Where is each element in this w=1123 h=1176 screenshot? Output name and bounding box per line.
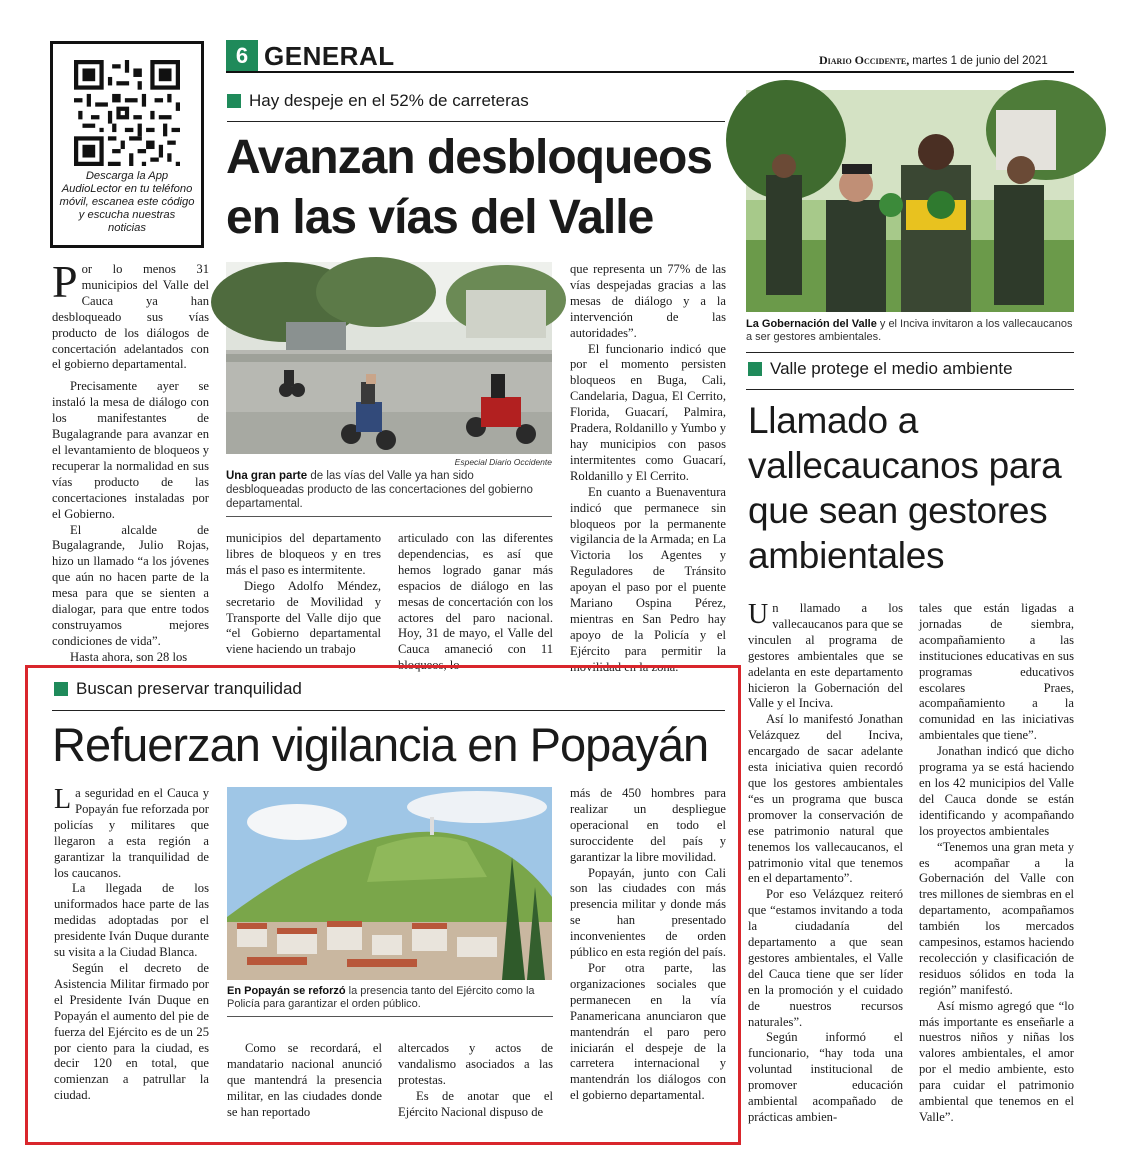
article2-headline-line3: que sean gestores [748, 490, 1048, 531]
article1-col4-p1: que representa un 77% de las vías despejadas gracias a las mesas de diálogo y a la intervención de las autoridades”. [570, 262, 726, 340]
article2-headline [748, 398, 1061, 578]
article3-col4-p3: Por otra parte, las organizaciones sociales que permanecen en la vía Panamericana anunciaron que mantendrán el paro pero iniciarán el despeje de la carretera internacional y mantendrán los diálogos con el gobierno departamental. [570, 960, 726, 1103]
dropcap: P [52, 256, 78, 307]
article3-col1-p2: La llegada de los uniformados hace parte de las medidas adoptadas por el presidente Iván Duque durante su visita a la Ciudad Blanca. [54, 881, 209, 960]
article2-col1-p1-text: n llamado a los vallecaucanos para que se vinculen al programa de gestores ambientales que se adelanta en este departamento hicieron la Gobernación del Valle y el Inciva. [748, 601, 903, 711]
article3-photo [227, 787, 552, 980]
article2-col1-p1 [748, 601, 903, 712]
article2-kicker-rule [746, 389, 1074, 390]
kicker-square-icon [54, 682, 68, 696]
article3-col3-p1: altercados y actos de vandalismo asociados a las protestas. [398, 1041, 553, 1087]
article1-col1-p3: El alcalde de Bugalagrande, Julio Rojas, hizo un llamado “a los jóvenes que aún no hacen parte de la mesa para que se sienten a dialogar, para que entre todos construyamos mejores condiciones de vida”. [52, 522, 209, 648]
article2-headline-line2: vallecaucanos para [748, 445, 1062, 486]
dropcap: L [54, 784, 72, 815]
article1-col1-p2: Precisamente ayer se instaló la mesa de diálogo con los manifestantes de Bugalagrande para avanzar en el levantamiento de bloqueos y recuperar la normalidad en sus vías producto de las concertaciones instaladas por el Gobierno. [52, 379, 209, 521]
article2-col2-p1: tales que están ligadas a jornadas de siembra, acompañamiento a las instituciones educativas en sus programas educativos escolares Praes, acompañamiento a la comunidad en las iniciativas ambientales que tiene”. [919, 601, 1074, 743]
article1-col4 [570, 262, 726, 674]
article3-col4-p2: Popayán, junto con Cali son las ciudades con más presencia militar y donde más se han presentado inconvenientes de orden público en esta región del país. [570, 865, 726, 960]
article2-col1 [748, 601, 903, 1129]
article2-kicker-text: Valle protege el medio ambiente [770, 359, 1013, 378]
article1-photo-credit: Especial Diario Occidente [454, 457, 552, 467]
paper-name [819, 53, 1048, 68]
article1-col3 [398, 531, 553, 673]
article2-col1-p4: Según informó el funcionario, “hay toda una voluntad institucional de promover educación ambiental acompañado de prácticas ambien- [748, 1030, 903, 1124]
road-scene-image [226, 262, 552, 454]
article1-headline [226, 128, 712, 248]
article1-kicker-rule [227, 121, 725, 122]
article2-col2-p3: “Tenemos una gran meta y es acompañar a la Gobernación del Valle con tres millones de siembras en el departamento, acompañamos también los mercados campesinos, estamos haciendo recolección y clasificación de residuos sólidos en toda la región” manifestó. [919, 839, 1074, 997]
article1-col4-p3: En cuanto a Buenaventura indicó que permanece sin bloqueos por la permanente vigilancia de la Armada; en La Victoria los Agentes y Reguladores de Tránsito apoyan el paso por el puente Mariano Ospina Pérez, mientras en San Pedro hay apoyo de la Policía y el Ejército para permitir la movilidad en la zona. [570, 484, 726, 674]
article2-caption-lead: La Gobernación del Valle [746, 318, 877, 330]
article3-caption [227, 985, 555, 1011]
article1-col1-p1 [52, 256, 209, 373]
article2-col2 [919, 601, 1074, 1129]
article1-caption-rest: de las vías del Valle ya han sido desbloqueadas producto de las concertaciones del gobierno departamental. [226, 470, 533, 510]
article1-caption [226, 469, 552, 511]
article1-col1-p4: Hasta ahora, son 28 los [70, 649, 188, 664]
article2-headline-line1: Llamado a [748, 400, 919, 441]
header-date: martes 1 de junio del 2021 [912, 55, 1048, 67]
kicker-square-icon [748, 362, 762, 376]
article2-col1-p3: Por eso Velázquez reiteró que “estamos invitando a toda la ciudadanía del departamento a que sean gestores ambientales, el Valle del Cauca tiene que ser líder en la promoción y el cuidado de nuestros recursos naturales”. [748, 887, 903, 1029]
article1-photo [226, 262, 552, 454]
qr-code-icon [74, 60, 180, 166]
article1-kicker [227, 91, 529, 111]
popayan-hill-image [227, 787, 552, 980]
article3-kicker-rule [52, 710, 725, 711]
article3-col4 [570, 786, 726, 1128]
article2-col2-p2: Jonathan indicó que dicho programa ya se está haciendo en los 42 municipios del Valle del Cauca donde se están identificando y acompañando los proyectos ambientales [919, 744, 1074, 838]
article3-col4-p1: más de 450 hombres para realizar un despliegue operacional en todo el suroccidente del país y garantizar la libre movilidad. [570, 786, 726, 864]
article3-col1-p3: Según el decreto de Asistencia Militar firmado por el Presidente Iván Duque en Popayán el aumento del pie de fuerza del Ejército es de un 25 por ciento para la ciudad, es decir 120 en total, que comienzan a patrullar la ciudad. [54, 960, 209, 1103]
article1-col1 [52, 256, 209, 666]
article3-col1 [54, 786, 209, 1128]
article2-top-rule [746, 352, 1074, 353]
article1-kicker-text: Hay despeje en el 52% de carreteras [249, 91, 529, 110]
article3-kicker [54, 679, 302, 699]
qr-caption: Descarga la App AudioLector en tu teléfono móvil, escanea este código y escucha nuestras noticias [59, 170, 195, 234]
article1-headline-line1: Avanzan desbloqueos [226, 131, 712, 184]
article1-col3-p1: articulado con las diferentes dependencias, es así que hemos logrado ganar más espacios de diálogo en las mesas de concertación con los actores del paro nacional. Hoy, 31 de mayo, el Valle del Cauca amaneció con 11 bloqueos, lo [398, 531, 553, 673]
article2-headline-line4: ambientales [748, 535, 945, 576]
article2-photo [746, 90, 1074, 312]
article1-headline-line2: en las vías del Valle [226, 191, 654, 244]
header-rule [226, 71, 1074, 73]
article3-col3-p2: Es de anotar que el Ejército Nacional dispuso de [398, 1088, 553, 1119]
article3-kicker-text: Buscan preservar tranquilidad [76, 679, 302, 698]
article3-col3 [398, 1041, 553, 1129]
article3-caption-rule [227, 1016, 553, 1017]
article1-col2-p1: municipios del departamento libres de bloqueos y en tres más el paso es intermitente. [226, 531, 381, 577]
article3-col2 [227, 1041, 382, 1129]
article2-caption-rest: y el Inciva invitaron a los vallecaucanos a ser gestores ambientales. [746, 318, 1073, 343]
article3-col1-p1 [54, 786, 209, 881]
article3-col2-p1: Como se recordará, el mandatario nacional anunció que mantendrá la presencia militar, en las ciudades donde se han reportado [227, 1041, 382, 1119]
article3-headline: Refuerzan vigilancia en Popayán [52, 718, 709, 771]
article1-caption-rule [226, 516, 552, 517]
article3-caption-rest: la presencia tanto del Ejército como la Policía para garantizar el orden público. [227, 985, 535, 1010]
article1-col1-p1-text: or lo menos 31 municipios del Valle del Cauca ya han desbloqueado sus vías producto de los diálogos de concertación adelantados con el gobierno departamental. [52, 262, 209, 372]
article2-col1-p2: Así lo manifestó Jonathan Velázquez del Inciva, encargado de sacar adelante esta iniciativa quien recordó que los gestores ambientales “es un programa que busca promover la conservación de ese patrimonio natural que tenemos los vallecaucanos, el patrimonio vital que tenemos en el departamento”. [748, 712, 903, 886]
article1-caption-lead: Una gran parte [226, 470, 308, 482]
article1-col2 [226, 531, 381, 666]
article1-col4-p2: El funcionario indicó que por el momento persisten bloqueos en Buga, Cali, Candelaria, Dagua, El Cerrito, Florida, Guacarí, Palmira, Pradera, Roldanillo y Yumbo y hay municipios con pasos intermitentes como Guacarí, Roldanillo y El Cerrito. [570, 341, 726, 483]
article2-col2-p4: Así mismo agregó que “lo más importante es enseñarle a nuestros niños y niñas los valores ambientales, el amor por el medio ambiente, esto para cuidar el patrimonio ambiental que tenemos en el Valle”. [919, 998, 1074, 1124]
dropcap: U [748, 599, 769, 630]
paper-name-text: Diario Occidente, [819, 53, 910, 67]
section-title: GENERAL [264, 41, 395, 71]
article3-caption-lead: En Popayán se reforzó [227, 985, 346, 997]
page-number: 6 [226, 40, 258, 72]
article1-col2-p2: Diego Adolfo Méndez, secretario de Movilidad y Transporte del Valle dijo que “el Gobierno departamental viene haciendo un trabajo [226, 578, 381, 657]
kicker-square-icon [227, 94, 241, 108]
article3-col1-p1-text: a seguridad en el Cauca y Popayán fue reforzada por policías y militares que llegaron a esta región a garantizar la tranquilidad de los caucanos. [54, 786, 209, 880]
environment-workers-image [746, 90, 1074, 312]
article2-kicker [748, 359, 1013, 379]
qr-box [50, 41, 204, 248]
article2-photo-caption [746, 318, 1076, 344]
